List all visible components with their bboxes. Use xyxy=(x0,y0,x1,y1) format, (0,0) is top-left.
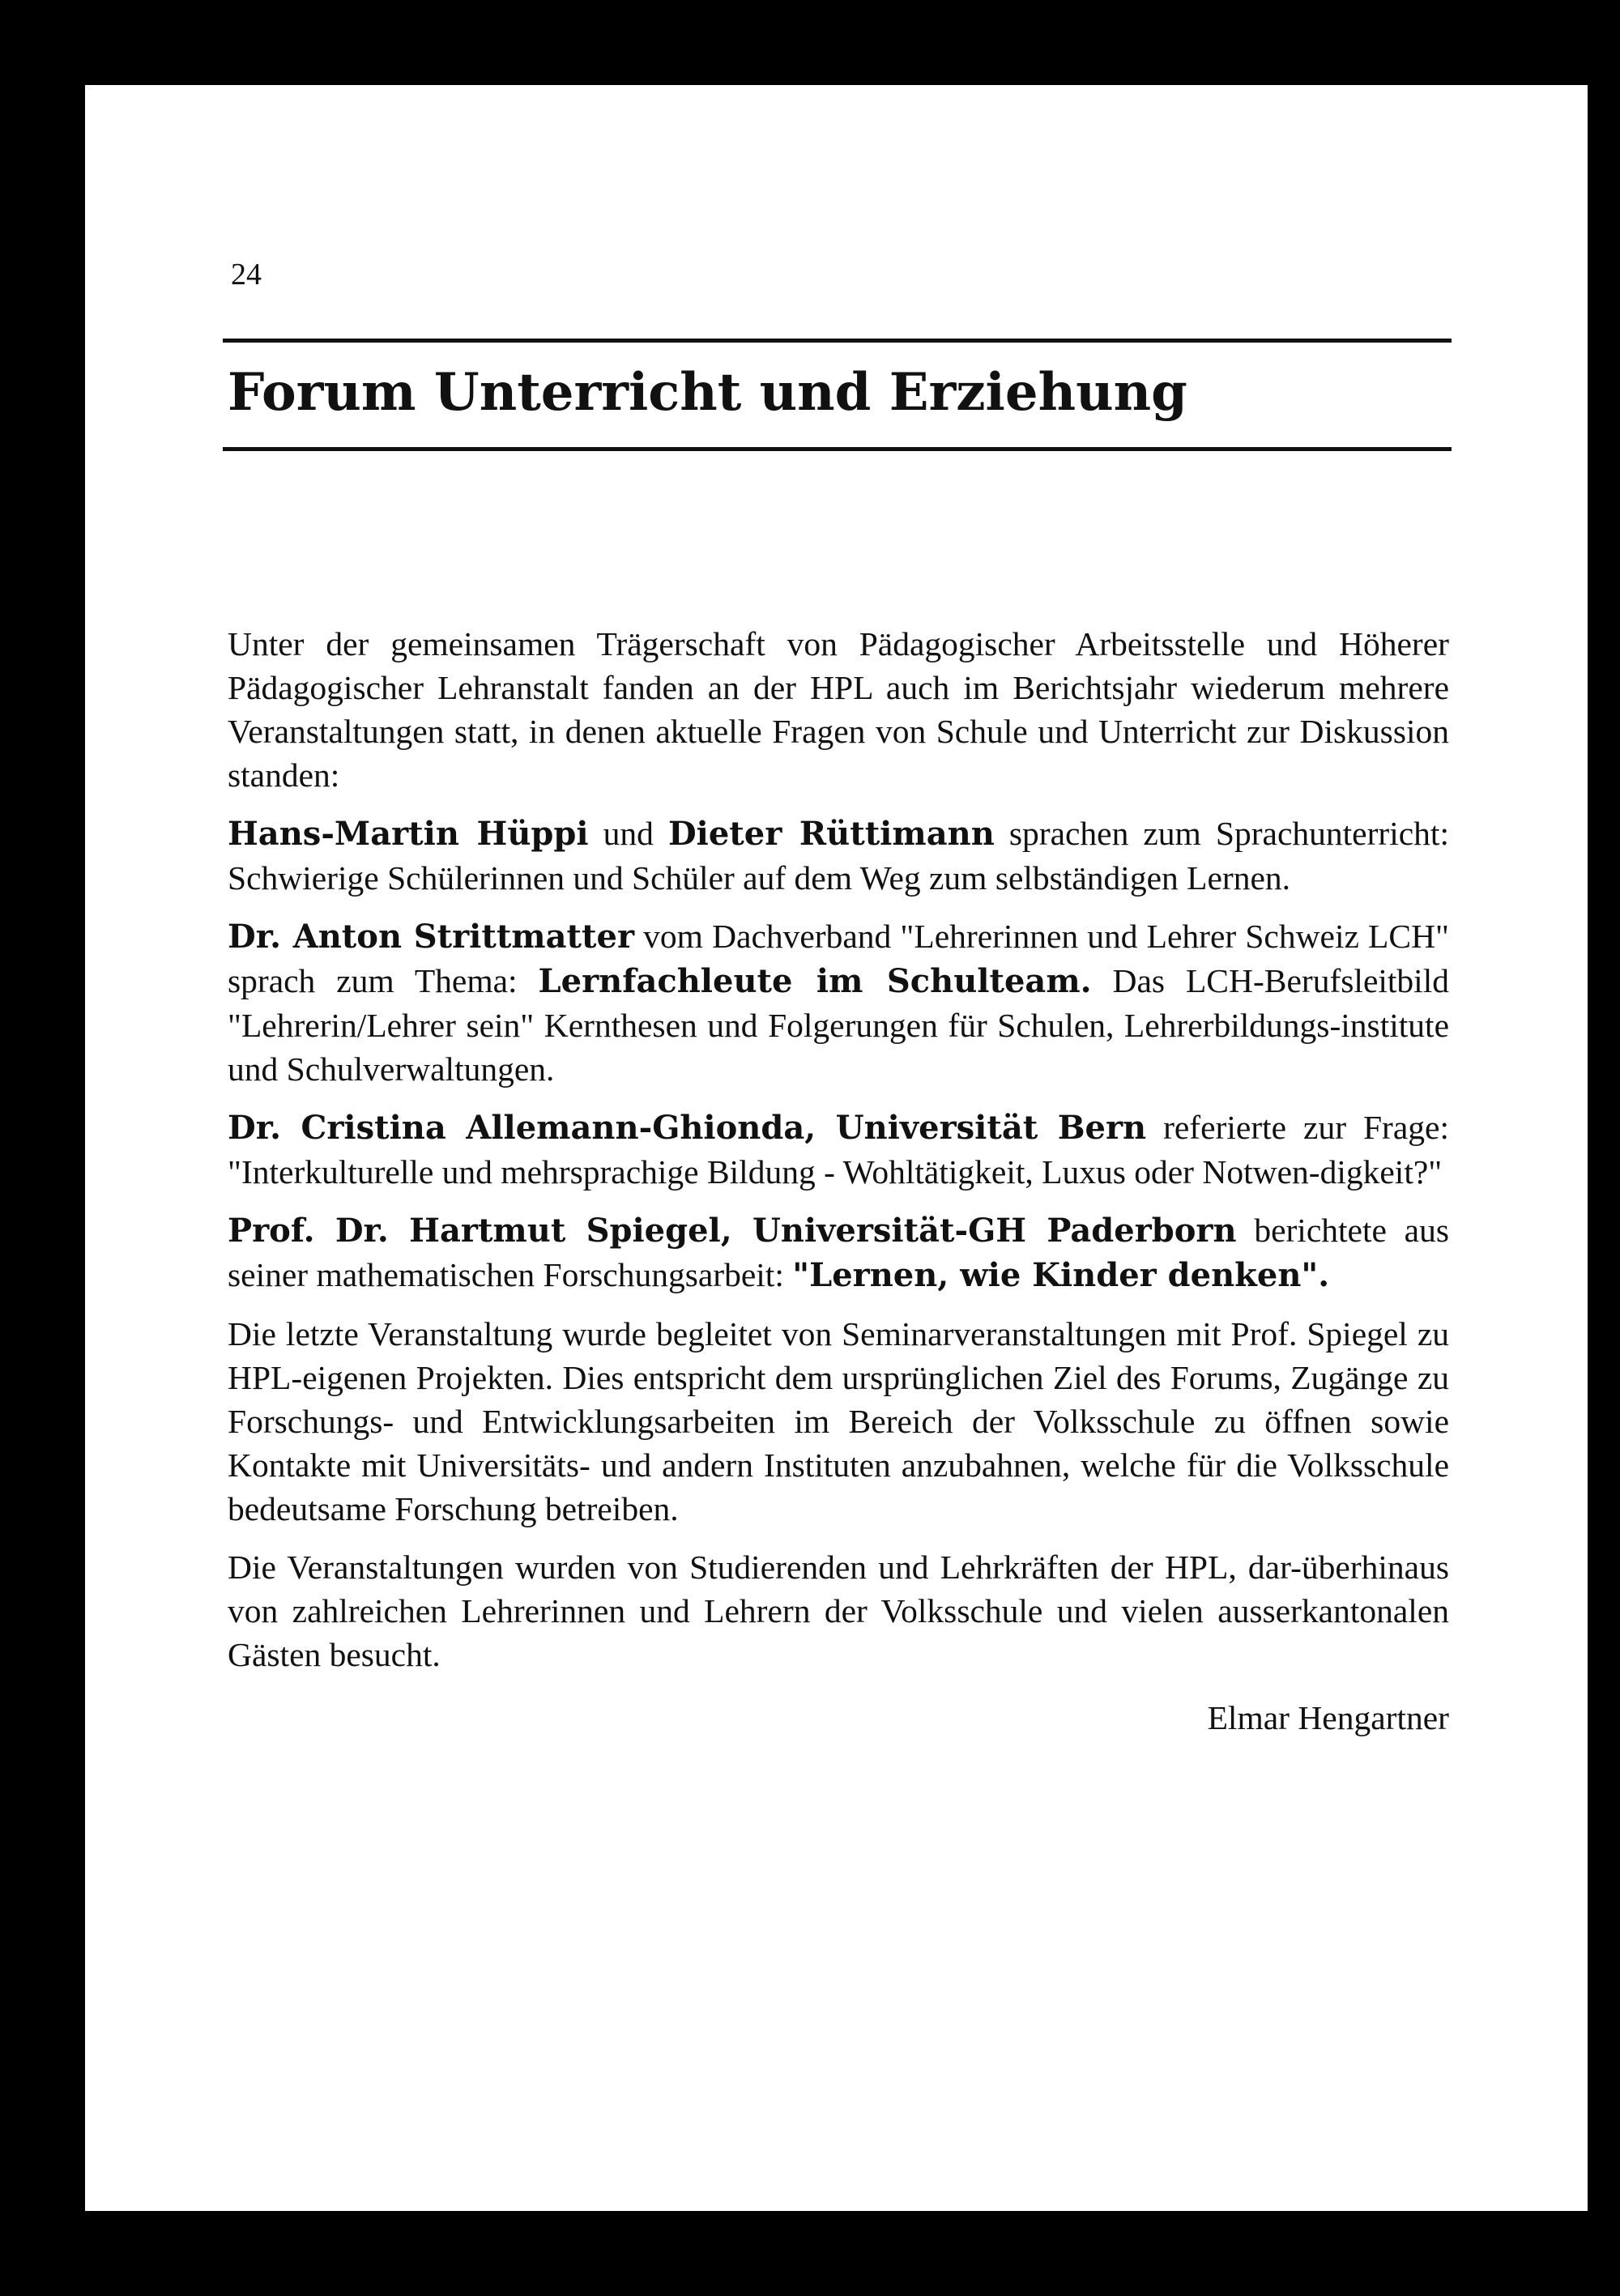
event-topic: "Lernen, wie Kinder denken". xyxy=(792,1256,1330,1294)
speaker-name: Dr. Anton Strittmatter xyxy=(228,918,635,956)
event-topic: Lernfachleute im Schulteam. xyxy=(538,962,1092,1000)
speaker-name: Hans-Martin Hüppi xyxy=(228,815,589,853)
event-text: Das LCH-Berufsleitbild "Lehrerin/Lehrer sein" Kernthesen und Folgerungen für Schulen, Lehrerbildungs-institute und Schulverwaltungen. xyxy=(228,962,1449,1088)
closing-paragraph: Die Veranstaltungen wurden von Studierenden und Lehrkräften der HPL, dar-überhinaus von zahlreichen Lehrerinnen und Lehrern der Volksschule und vielen ausserkantonalen Gästen besucht. xyxy=(228,1548,1449,1673)
event-text: sprachen zum Sprachunterricht: Schwierige Schülerinnen und Schüler auf dem Weg zum selbständigen Lernen. xyxy=(228,815,1449,897)
closing-paragraph: Die letzte Veranstaltung wurde begleitet von Seminarveranstaltungen mit Prof. Spiegel zu HPL-eigenen Projekten. Dies entspricht dem ursprünglichen Ziel des Forums, Zugänge zu Forschungs- und Entwicklungsarbeiten im Bereich der Volksschule zu öffnen sowie Kontakte mit Universitäts- und andern Instituten anzubahnen, welche für die Volksschule bedeutsame Forschung betreiben. xyxy=(228,1315,1449,1527)
event-paragraph xyxy=(228,1208,1449,1297)
document-page xyxy=(85,85,1588,2211)
event-text: berichtete aus seiner mathematischen Forschungsarbeit: xyxy=(228,1212,1449,1293)
event-paragraph xyxy=(228,1105,1449,1194)
title-rule-bottom xyxy=(223,447,1452,451)
speaker-name: Prof. Dr. Hartmut Spiegel, Universität-GH Paderborn xyxy=(228,1212,1237,1250)
event-text: referierte zur Frage: "Interkulturelle und mehrsprachige Bildung - Wohltätigkeit, Luxus oder Notwen-digkeit?" xyxy=(228,1109,1449,1191)
event-text: vom Dachverband "Lehrerinnen und Lehrer Schweiz LCH" sprach zum Thema: xyxy=(228,918,1449,999)
speaker-name: Dr. Cristina Allemann-Ghionda, Universität Bern xyxy=(228,1109,1147,1147)
page-number: 24 xyxy=(231,258,262,292)
event-paragraph xyxy=(228,811,1449,900)
article-body xyxy=(228,622,1449,1754)
conjunction: und xyxy=(588,815,668,852)
title-rule-top xyxy=(223,339,1452,343)
intro-paragraph: Unter der gemeinsamen Trägerschaft von Pädagogischer Arbeitsstelle und Höherer Pädagogischer Lehranstalt fanden an der HPL auch im Berichtsjahr wiederum mehrere Veranstaltungen statt, in denen aktuelle Fragen von Schule und Unterricht zur Diskussion standen: xyxy=(228,625,1449,794)
page-title: Forum Unterricht und Erziehung xyxy=(228,362,1187,423)
event-paragraph xyxy=(228,914,1449,1091)
speaker-name: Dieter Rüttimann xyxy=(667,815,995,853)
author-signature: Elmar Hengartner xyxy=(1207,1699,1449,1736)
